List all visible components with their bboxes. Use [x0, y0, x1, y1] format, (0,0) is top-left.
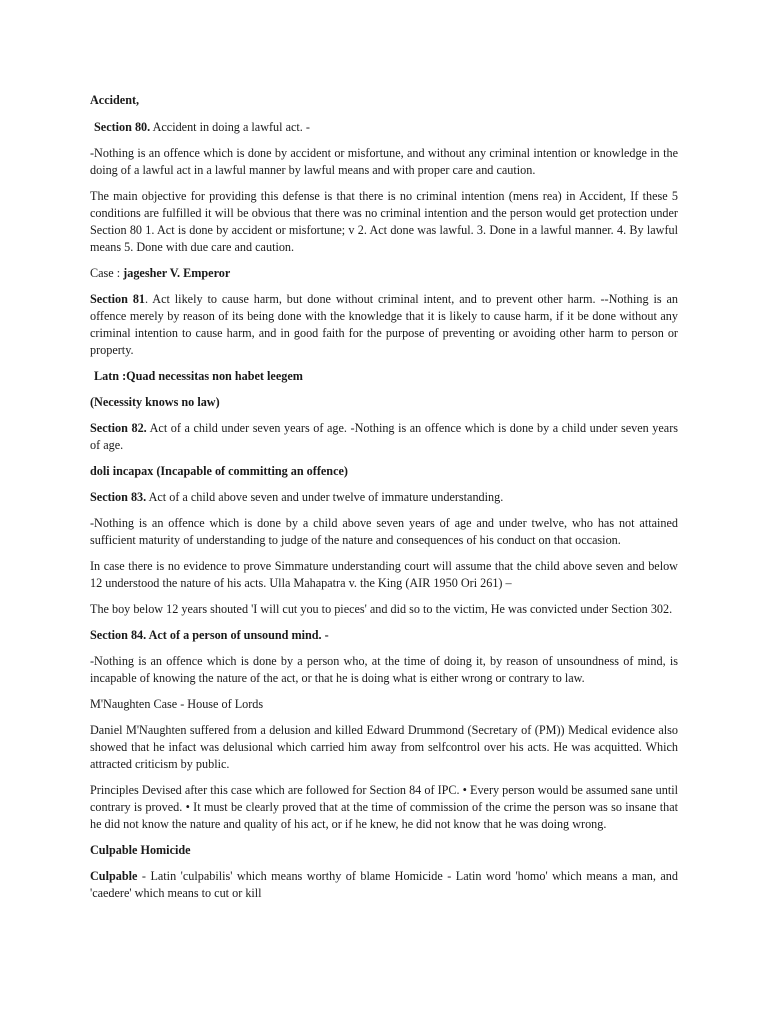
- accident-heading: Accident,: [90, 93, 140, 107]
- section-83-boy-example: The boy below 12 years shouted 'I will cut you to pieces' and did so to the victim, He was convicted under Section 302.: [90, 602, 673, 616]
- section-80-body: -Nothing is an offence which is done by accident or misfortune, and without any criminal intention or knowledge in the doing of a lawful act in a lawful manner by lawful means and with proper care and caution.: [90, 146, 678, 177]
- latin-translation: (Necessity knows no law): [90, 395, 220, 409]
- section-81-paragraph: Section 81. Act likely to cause harm, but done without criminal intent, and to prevent other harm. --Nothing is an offence merely by reason of its being done with the knowledge that it is likely to cause harm, if it be done without any criminal intention to cause harm, and in good faith for the purpose of preventing or avoiding other harm to person or property.: [90, 292, 678, 357]
- section-82-paragraph: Section 82. Act of a child under seven years of age. -Nothing is an offence which is done by a child under seven years of age.: [90, 421, 678, 452]
- section-81-label: Section 81: [90, 292, 146, 306]
- section-82-label: Section 82.: [90, 421, 147, 435]
- principles-paragraph: Principles Devised after this case which are followed for Section 84 of IPC. • Every person would be assumed sane until contrary is proved. • It must be clearly proved that at the time of commission of the crime the person was so insane that he did not know the nature and quality of his act, or if he knew, he did not know that he was doing wrong.: [90, 783, 678, 831]
- section-84-heading: Section 84. Act of a person of unsound mind. -: [90, 628, 329, 642]
- section-83-case: In case there is no evidence to prove Simmature understanding court will assume that the child above seven and below 12 understood the nature of his acts. Ulla Mahapatra v. the King (AIR 1950 Ori 261) –: [90, 559, 678, 590]
- doli-incapax-heading: doli incapax (Incapable of committing an offence): [90, 464, 348, 478]
- section-80-label: Section 80.: [94, 120, 151, 134]
- section-80-objective: The main objective for providing this defense is that there is no criminal intention (mens rea) in Accident, If these 5 conditions are fulfilled it will be obvious that there was no criminal intention and the person would get protection under Section 80 1. Act is done by accident or misfortune; v 2. Act done was lawful. 3. Done in a lawful manner. 4. By lawful means 5. Done with due care and caution.: [90, 189, 678, 254]
- section-80-title: Section 80. Accident in doing a lawful act. -: [94, 120, 310, 134]
- section-83-label: Section 83.: [90, 490, 147, 504]
- case-line: Case : jagesher V. Emperor: [90, 266, 231, 280]
- latin-maxim: Latn :Quad necessitas non habet leegem: [94, 369, 303, 383]
- culpable-homicide-heading: Culpable Homicide: [90, 843, 191, 857]
- culpable-definition: Culpable - Latin 'culpabilis' which means worthy of blame Homicide - Latin word 'homo' which means a man, and 'caedere' which means to cut or kill: [90, 869, 678, 900]
- case-name: jagesher V. Emperor: [123, 266, 231, 280]
- mnaughten-story: Daniel M'Naughten suffered from a delusion and killed Edward Drummond (Secretary of (PM)) Medical evidence also showed that he infact was delusional which carried him away from selfcontrol over his acts. He was acquitted. Which attracted criticism by public.: [90, 723, 678, 771]
- mnaughten-case-title: M'Naughten Case - House of Lords: [90, 697, 264, 711]
- culpable-label: Culpable: [90, 869, 138, 883]
- section-83-title: Section 83. Act of a child above seven and under twelve of immature understanding.: [90, 490, 504, 504]
- section-83-body: -Nothing is an offence which is done by a child above seven years of age and under twelve, who has not attained sufficient maturity of understanding to judge of the nature and consequences of his conduct on that occasion.: [90, 516, 678, 547]
- section-84-body: -Nothing is an offence which is done by a person who, at the time of doing it, by reason of unsoundness of mind, is incapable of knowing the nature of the act, or that he is doing what is either wrong or contrary to law.: [90, 654, 678, 685]
